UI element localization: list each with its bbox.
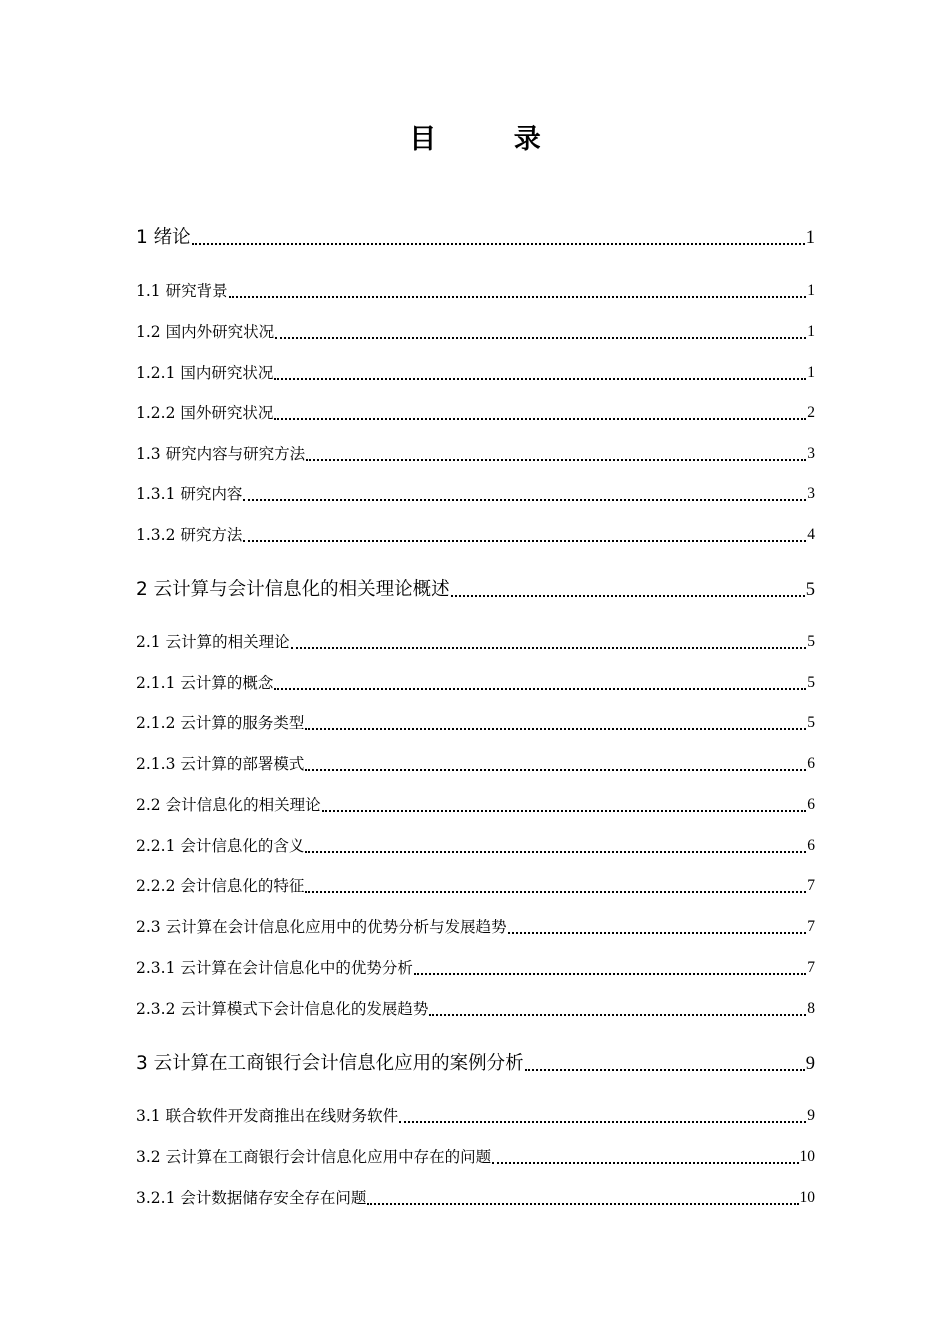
toc-entry-label: 1.2 国内外研究状况 xyxy=(136,323,275,341)
toc-entry-page-number: 1 xyxy=(807,282,815,299)
toc-entry-page-number: 6 xyxy=(807,837,815,854)
toc-section-entry[interactable] xyxy=(136,752,815,776)
toc-entry-page-number: 5 xyxy=(805,580,815,600)
toc-dot-leader xyxy=(305,831,806,853)
toc-entry-label: 1.3.1 研究内容 xyxy=(136,485,243,503)
toc-section-entry[interactable] xyxy=(136,956,815,980)
toc-section-entry[interactable] xyxy=(136,523,815,547)
toc-dot-leader xyxy=(274,668,806,690)
toc-entry-page-number: 1 xyxy=(807,323,815,340)
toc-section-entry[interactable] xyxy=(136,793,815,817)
toc-entry-label: 1 绪论 xyxy=(136,227,191,248)
toc-dot-leader xyxy=(305,708,806,730)
toc-section-entry[interactable] xyxy=(136,671,815,695)
toc-dot-leader xyxy=(305,871,806,893)
toc-dot-leader xyxy=(508,912,807,934)
toc-section-entry[interactable] xyxy=(136,401,815,425)
toc-entry-label: 2.3.2 云计算模式下会计信息化的发展趋势 xyxy=(136,1000,429,1018)
toc-entry-page-number: 6 xyxy=(807,796,815,813)
toc-section-entry[interactable] xyxy=(136,874,815,898)
toc-dot-leader xyxy=(429,994,806,1016)
toc-section-entry[interactable] xyxy=(136,711,815,735)
toc-entry-label: 2.1 云计算的相关理论 xyxy=(136,633,290,651)
toc-dot-leader xyxy=(492,1142,798,1164)
toc-chapter-entry[interactable] xyxy=(136,1050,815,1078)
toc-dot-leader xyxy=(399,1101,806,1123)
toc-dot-leader xyxy=(305,749,806,771)
toc-entry-page-number: 7 xyxy=(807,877,815,894)
toc-dot-leader xyxy=(322,790,807,812)
toc-entry-page-number: 3 xyxy=(807,445,815,462)
toc-dot-leader xyxy=(291,627,807,649)
toc-dot-leader xyxy=(274,398,806,420)
toc-entry-label: 2.2.1 会计信息化的含义 xyxy=(136,837,305,855)
toc-entry-page-number: 9 xyxy=(805,1054,815,1074)
toc-entry-label: 1.2.1 国内研究状况 xyxy=(136,364,274,382)
toc-entry-page-number: 7 xyxy=(807,959,815,976)
toc-entry-page-number: 2 xyxy=(807,404,815,421)
toc-section-entry[interactable] xyxy=(136,442,815,466)
toc-dot-leader xyxy=(243,479,806,501)
toc-entry-label: 2 云计算与会计信息化的相关理论概述 xyxy=(136,579,450,600)
toc-dot-leader xyxy=(367,1183,798,1205)
toc-entry-page-number: 8 xyxy=(807,1000,815,1017)
toc-section-entry[interactable] xyxy=(136,279,815,303)
toc-dot-leader xyxy=(306,439,806,461)
toc-chapter-entry[interactable] xyxy=(136,224,815,252)
toc-chapter-entry[interactable] xyxy=(136,576,815,604)
toc-entry-label: 3 云计算在工商银行会计信息化应用的案例分析 xyxy=(136,1053,524,1074)
toc-entry-page-number: 10 xyxy=(799,1148,815,1165)
toc-section-entry[interactable] xyxy=(136,630,815,654)
toc-entry-page-number: 10 xyxy=(799,1189,815,1206)
toc-section-entry[interactable] xyxy=(136,320,815,344)
toc-entry-page-number: 3 xyxy=(807,485,815,502)
toc-entry-label: 2.2.2 会计信息化的特征 xyxy=(136,877,305,895)
toc-entry-page-number: 5 xyxy=(807,714,815,731)
toc-entry-label: 1.2.2 国外研究状况 xyxy=(136,404,274,422)
toc-entry-label: 2.1.3 云计算的部署模式 xyxy=(136,755,305,773)
toc-entry-page-number: 1 xyxy=(805,228,815,248)
toc-entry-label: 1.3 研究内容与研究方法 xyxy=(136,445,306,463)
toc-entry-page-number: 9 xyxy=(807,1107,815,1124)
toc-dot-leader xyxy=(229,276,807,298)
page-title: 目 录 xyxy=(409,124,575,155)
toc-dot-leader xyxy=(525,1047,805,1071)
toc-section-entry[interactable] xyxy=(136,482,815,506)
toc-dot-leader xyxy=(192,221,805,245)
toc-entry-label: 2.1.2 云计算的服务类型 xyxy=(136,714,305,732)
toc-dot-leader xyxy=(275,317,806,339)
toc-entry-page-number: 6 xyxy=(807,755,815,772)
toc-section-entry[interactable] xyxy=(136,834,815,858)
toc-entry-page-number: 4 xyxy=(807,526,815,543)
toc-entry-page-number: 7 xyxy=(807,918,815,935)
toc-dot-leader xyxy=(414,953,806,975)
toc-section-entry[interactable] xyxy=(136,1104,815,1128)
toc-entry-label: 3.1 联合软件开发商推出在线财务软件 xyxy=(136,1107,399,1125)
toc-section-entry[interactable] xyxy=(136,915,815,939)
toc-entry-page-number: 5 xyxy=(807,674,815,691)
toc-section-entry[interactable] xyxy=(136,997,815,1021)
toc-entry-label: 2.1.1 云计算的概念 xyxy=(136,674,274,692)
toc-entry-label: 3.2.1 会计数据储存安全存在问题 xyxy=(136,1189,367,1207)
toc-section-entry[interactable] xyxy=(136,1145,815,1169)
toc-entry-label: 2.3.1 云计算在会计信息化中的优势分析 xyxy=(136,959,413,977)
toc-entry-label: 2.3 云计算在会计信息化应用中的优势分析与发展趋势 xyxy=(136,918,507,936)
toc-entry-page-number: 5 xyxy=(807,633,815,650)
toc-entry-label: 1.1 研究背景 xyxy=(136,282,228,300)
toc-section-entry[interactable] xyxy=(136,1186,815,1210)
toc-entry-label: 3.2 云计算在工商银行会计信息化应用中存在的问题 xyxy=(136,1148,492,1166)
toc-entry-label: 2.2 会计信息化的相关理论 xyxy=(136,796,321,814)
toc-dot-leader xyxy=(451,573,805,597)
toc-entry-label: 1.3.2 研究方法 xyxy=(136,526,243,544)
toc-dot-leader xyxy=(243,520,806,542)
toc-dot-leader xyxy=(274,358,806,380)
toc-section-entry[interactable] xyxy=(136,361,815,385)
toc-entry-page-number: 1 xyxy=(807,364,815,381)
